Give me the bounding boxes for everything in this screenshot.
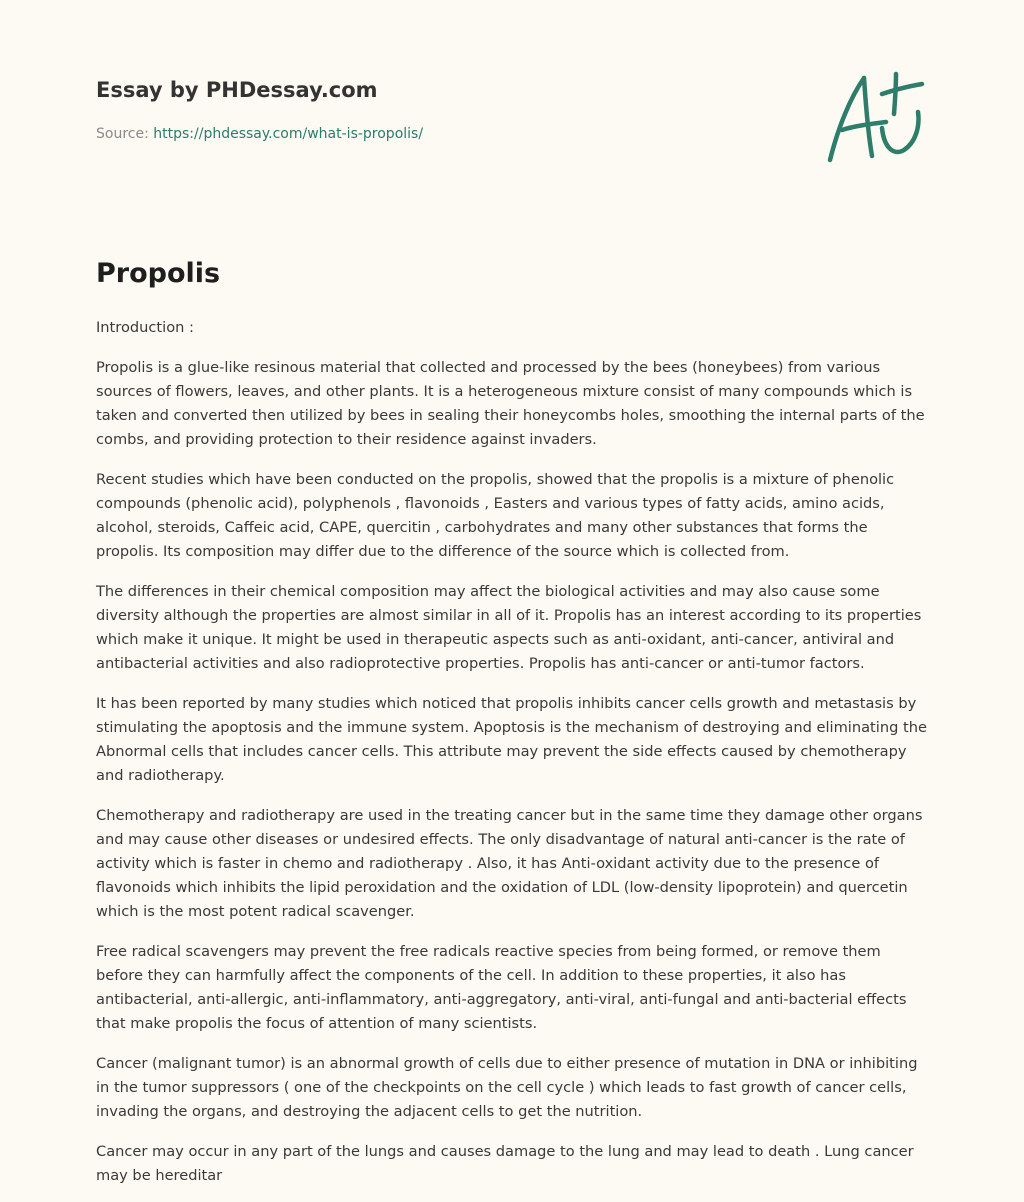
paragraph: Propolis is a glue-like resinous material that collected and processed by the bees (honeybees) from various sources of flowers, leaves, and other plants. It is a heterogeneous mixture consist of many compounds which is taken and converted then utilized by bees in sealing their honeycombs holes, smoothing the internal parts of the combs, and providing protection to their residence against invaders.: [96, 359, 925, 448]
source-link[interactable]: https://phdessay.com/what-is-propolis/: [153, 126, 424, 142]
paragraph: The differences in their chemical composition may affect the biological activities and may also cause some diversity although the properties are almost similar in all of it. Propolis has an interest according to its properties which make it unique. It might be used in therapeutic aspects such as anti-oxidant, anti-cancer, antiviral and antibacterial activities and also radioprotective properties. Propolis has anti-cancer or anti-tumor factors.: [96, 583, 922, 672]
site-title: Essay by PHDessay.com: [96, 78, 378, 102]
paragraph: Free radical scavengers may prevent the free radicals reactive species from being formed, or remove them before they can harmfully affect the components of the cell. In addition to these properties, it also has antibacterial, anti-allergic, anti-inflammatory, anti-aggregatory, anti-viral, anti-fungal and anti-bacterial effects that make propolis the focus of attention of many scientists.: [96, 943, 907, 1032]
paragraph: Cancer may occur in any part of the lungs and causes damage to the lung and may lead to death . Lung cancer may be hereditar: [96, 1143, 914, 1184]
page-header: [96, 76, 796, 144]
paragraph: Cancer (malignant tumor) is an abnormal growth of cells due to either presence of mutation in DNA or inhibiting in the tumor suppressors ( one of the checkpoints on the cell cycle ) which leads to fast growth of cancer cells, invading the organs, and destroying the adjacent cells to get the nutrition.: [96, 1055, 918, 1120]
a-plus-logo-icon: [820, 68, 930, 168]
paragraph: It has been reported by many studies which noticed that propolis inhibits cancer cells growth and metastasis by stimulating the apoptosis and the immune system. Apoptosis is the mechanism of destroying and eliminating the Abnormal cells that includes cancer cells. This attribute may prevent the side effects caused by chemotherapy and radiotherapy.: [96, 695, 927, 784]
essay-article: [96, 254, 932, 1188]
paragraph: Chemotherapy and radiotherapy are used in the treating cancer but in the same time they damage other organs and may cause other diseases or undesired effects. The only disadvantage of natural anti-cancer is the rate of activity which is faster in chemo and radiotherapy . Also, it has Anti-oxidant activity due to the presence of flavonoids which inhibits the lipid peroxidation and the oxidation of LDL (low-density lipoprotein) and quercetin which is the most potent radical scavenger.: [96, 807, 923, 920]
source-label: Source:: [96, 126, 154, 142]
intro-heading: Introduction :: [96, 319, 194, 336]
essay-title: Propolis: [96, 258, 221, 289]
source-line: [96, 124, 796, 144]
paragraph: Recent studies which have been conducted on the propolis, showed that the propolis is a mixture of phenolic compounds (phenolic acid), polyphenols , flavonoids , Easters and various types of fatty acids, amino acids, alcohol, steroids, Caffeic acid, CAPE, quercitin , carbohydrates and many other substances that forms the propolis. Its composition may differ due to the difference of the source which is collected from.: [96, 471, 895, 560]
